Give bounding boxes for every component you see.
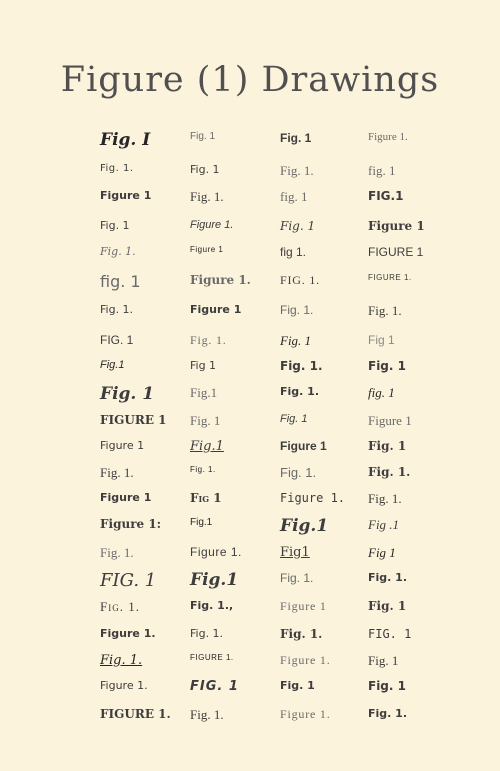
- figure-label-cell: Figure 1: [280, 599, 327, 613]
- figure-label-cell: Figure 1: [190, 245, 224, 254]
- figure-label-cell: FIGURE 1: [100, 413, 167, 427]
- figure-label-cell: Fig. 1.,: [190, 599, 234, 612]
- figure-label-cell: Fig. 1.: [100, 545, 134, 560]
- figure-label-cell: FIGURE 1: [368, 245, 424, 259]
- figure-label-cell: fig. 1: [280, 189, 308, 204]
- figure-label-cell: Fig. 1: [368, 599, 407, 613]
- figure-label-cell: Fig. 1: [280, 413, 308, 425]
- figure-label-cell: FIGURE 1.: [368, 273, 412, 282]
- figure-label-cell: Fig. 1: [368, 439, 407, 453]
- figure-label-cell: Fig.1: [190, 385, 218, 400]
- figure-label-cell: Fig. 1: [280, 131, 312, 145]
- figure-label-cell: Fig. 1.: [100, 653, 143, 668]
- figure-label-cell: Fig.1: [100, 359, 125, 371]
- figure-label-cell: FIG.1: [368, 189, 404, 203]
- figure-label-cell: Fig. 1.: [280, 571, 314, 585]
- figure-label-cell: Fig. 1.: [368, 465, 411, 479]
- figure-label-cell: Fig. 1.: [100, 163, 134, 174]
- figure-label-cell: Fig. 1.: [190, 189, 224, 204]
- figure-label-cell: Fig. 1: [100, 219, 130, 232]
- figure-label-cell: Fig. 1.: [368, 571, 407, 584]
- figure-label-cell: Fig. 1: [280, 679, 315, 692]
- figure-label-cell: Fig. 1.: [100, 245, 136, 258]
- figure-label-cell: Fig1: [280, 545, 310, 560]
- figure-label-cell: Fig. 1.: [280, 627, 323, 641]
- figure-label-cell: Figure 1: [368, 413, 412, 428]
- figure-label-cell: Fig. 1.: [368, 303, 402, 318]
- figure-label-cell: Figure 1: [100, 439, 145, 452]
- figure-label-cell: Figure 1: [280, 439, 327, 453]
- figure-label-cell: Fig. 1: [280, 219, 316, 233]
- figure-label-cell: FIG. 1: [368, 627, 412, 641]
- figure-label-cell: Fig. 1.: [190, 707, 224, 722]
- figure-label-cell: Figure 1.: [280, 653, 331, 667]
- figure-label-cell: Fig. 1.: [280, 465, 317, 480]
- figure-label-cell: Fig. 1: [190, 413, 221, 428]
- figure-label-cell: Fig. 1.: [190, 627, 224, 640]
- figure-label-cell: FIG. 1: [100, 333, 134, 347]
- figure-label-cell: Fig. 1: [190, 163, 220, 176]
- figure-label-cell: Fig.1: [280, 516, 329, 536]
- figure-label-cell: Fig. 1.: [190, 465, 216, 474]
- figure-label-cell: FIGURE 1.: [190, 653, 234, 662]
- figure-label-cell: Figure 1: [190, 303, 242, 316]
- figure-label-cell: fig. 1: [368, 385, 395, 400]
- figure-label-cell: Fig 1: [368, 545, 396, 560]
- figure-label-cell: Figure 1.: [100, 627, 156, 640]
- figure-label-cell: Fig 1: [190, 491, 222, 505]
- figure-label-cell: Figure 1:: [100, 517, 162, 531]
- figure-label-cell: Fig. 1: [368, 359, 406, 373]
- page-title: Figure (1) Drawings: [60, 60, 440, 100]
- figure-label-cell: Fig. 1.: [280, 385, 319, 398]
- figure-label-cell: Fig. 1.: [100, 465, 134, 480]
- figure-label-cell: Fig. 1: [368, 679, 406, 693]
- figure-label-cell: Fig. 1: [100, 384, 155, 404]
- figure-label-cell: Fig. 1: [368, 653, 399, 668]
- figure-label-cell: Fig.1: [190, 439, 224, 454]
- figure-label-cell: FIG. 1: [100, 570, 157, 591]
- figure-label-cell: Figure 1.: [190, 273, 251, 287]
- figure-label-cell: Figure 1.: [100, 679, 148, 692]
- figure-label-cell: FIG. 1.: [280, 273, 320, 287]
- figure-label-cell: Fig. 1.: [280, 163, 314, 178]
- figure-label-cell: Fig. 1.: [280, 303, 314, 317]
- figure-label-cell: Fig. 1.: [190, 333, 227, 347]
- figure-label-cell: Figure 1: [100, 491, 152, 504]
- figure-label-cell: fig. 1: [368, 163, 396, 178]
- figure-label-cell: Fig. 1: [190, 131, 216, 142]
- figure-label-cell: Fig. 1.: [100, 303, 134, 316]
- figure-label-cell: Fig. 1: [280, 333, 312, 348]
- figure-label-cell: FIG. 1: [190, 679, 239, 694]
- figure-label-cell: Fig. 1.: [100, 599, 140, 614]
- figure-label-cell: fig. 1: [100, 272, 141, 291]
- figure-label-cell: Fig. I: [100, 130, 151, 150]
- figure-label-cell: Figure 1.: [190, 219, 234, 231]
- figure-label-cell: Figure 1.: [368, 131, 408, 143]
- figure-label-cell: Figure 1: [368, 219, 425, 233]
- figure-label-cell: Fig.1: [190, 570, 239, 590]
- figure-label-cell: Figure 1.: [280, 491, 346, 505]
- figure-label-cell: FIGURE 1.: [100, 707, 171, 721]
- figure-label-cell: Fig .1: [368, 517, 400, 532]
- figure-label-cell: Fig. 1.: [280, 359, 323, 373]
- figure-label-cell: Fig 1: [368, 333, 395, 347]
- figure-label-cell: fig 1.: [280, 245, 307, 259]
- figure-label-cell: Fig 1: [190, 359, 217, 372]
- figure-label-cell: Fig.1: [190, 517, 213, 528]
- figure-label-cell: Figure 1: [100, 189, 152, 202]
- figure-label-cell: Fig. 1.: [368, 491, 402, 506]
- figure-label-cell: Fig. 1.: [368, 707, 407, 720]
- figure-label-cell: Figure 1.: [280, 707, 331, 721]
- figure-label-cell: Figure 1.: [190, 545, 242, 559]
